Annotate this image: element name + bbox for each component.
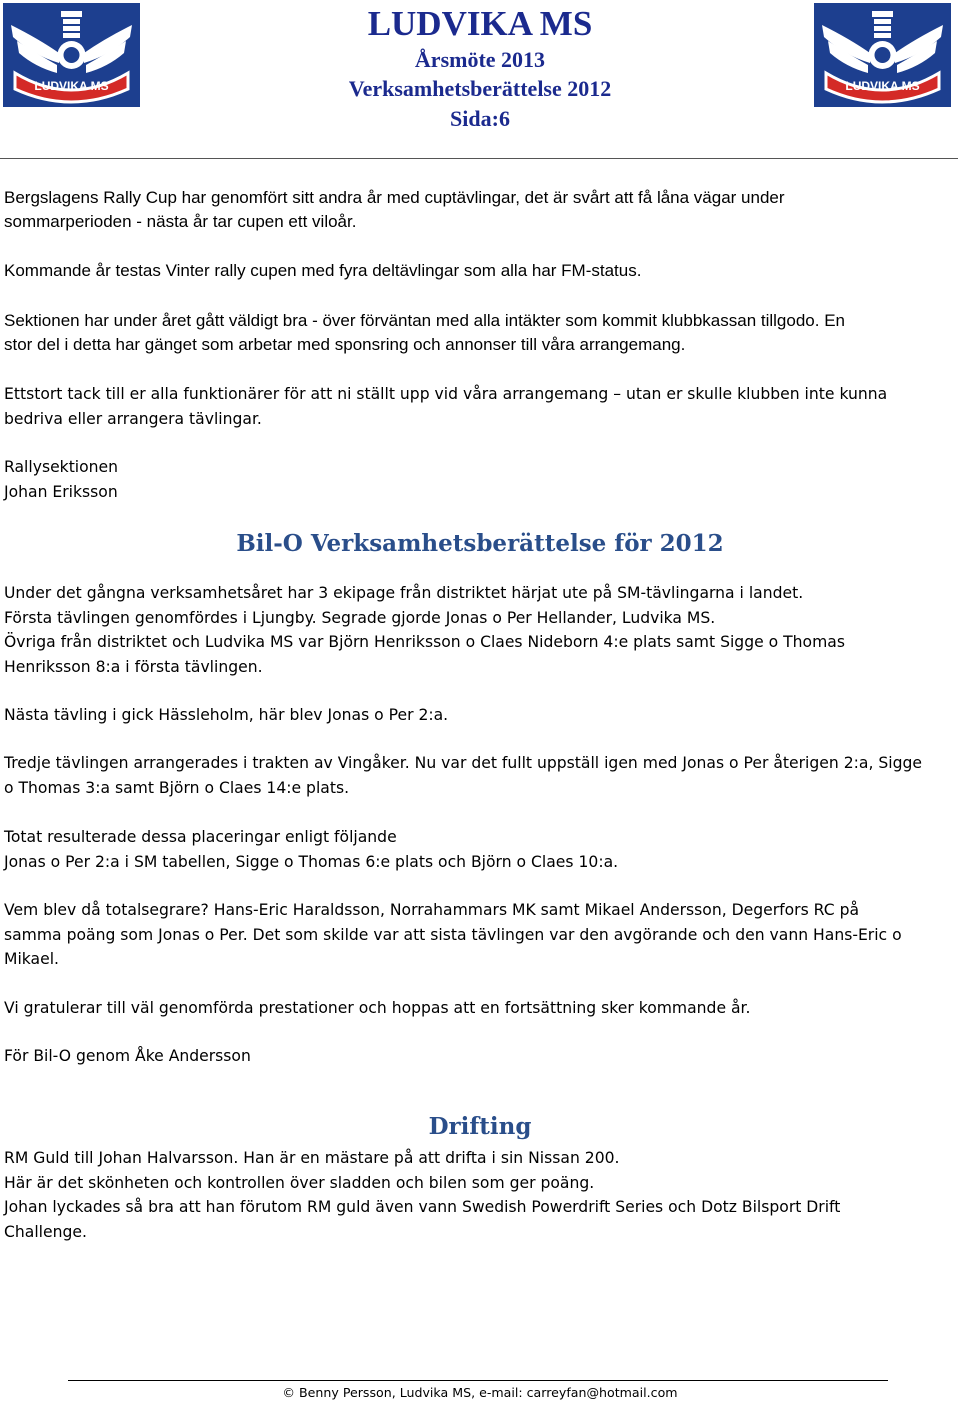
text-line: bedriva eller arrangera tävlingar. bbox=[4, 409, 262, 428]
rally-paragraph-4 bbox=[4, 382, 949, 431]
footer-copyright: © Benny Persson, Ludvika MS, e-mail: carreyfan@hotmail.com bbox=[282, 1385, 678, 1400]
drifting-paragraph-1 bbox=[4, 1146, 949, 1244]
bilo-paragraph-1 bbox=[4, 581, 949, 679]
text-line: Här är det skönheten och kontrollen över sladden och bilen som ger poäng. bbox=[4, 1173, 595, 1192]
text-line: RM Guld till Johan Halvarsson. Han är en mästare på att drifta i sin Nissan 200. bbox=[4, 1149, 620, 1167]
text-line: Sektionen har under året gått väldigt bra - över förväntan med alla intäkter som kommit klubbkassan tillgodo. En bbox=[4, 311, 845, 330]
text-line: Övriga från distriktet och Ludvika MS var Björn Henriksson o Claes Nideborn 4:e plats samt Sigge o Thomas bbox=[4, 633, 845, 651]
text-line: Nästa tävling i gick Hässleholm, här blev Jonas o Per 2:a. bbox=[4, 706, 449, 724]
bilo-paragraph-3 bbox=[4, 751, 949, 800]
text-line: Ettstort tack till er alla funktionärer för att ni ställt upp vid våra arrangemang – utan er skulle klubben inte kunna bbox=[4, 385, 888, 403]
drifting-heading: Drifting bbox=[428, 1113, 532, 1140]
text-line: Henriksson 8:a i första tävlingen. bbox=[4, 657, 263, 676]
text-line: Vem blev då totalsegrare? Hans-Eric Haraldsson, Norrahammars MK samt Mikael Andersson, Degerfors RC på bbox=[4, 901, 860, 919]
bilo-paragraph-5 bbox=[4, 898, 949, 972]
text-line: För Bil-O genom Åke Andersson bbox=[4, 1047, 251, 1065]
bilo-signature bbox=[4, 1044, 949, 1069]
bilo-paragraph-4 bbox=[4, 825, 949, 874]
page-number: Sida:6 bbox=[450, 106, 510, 131]
text-line: stor del i detta har gänget som arbetar med sponsring och annonser till våra arrangemang. bbox=[4, 335, 686, 354]
rally-paragraph-3 bbox=[4, 309, 949, 357]
text-line: Johan lyckades så bra att han förutom RM guld även vann Swedish Powerdrift Series och Dotz Bilsport Drift bbox=[4, 1198, 841, 1216]
text-line: Mikael. bbox=[4, 950, 59, 968]
text-line: Jonas o Per 2:a i SM tabellen, Sigge o Thomas 6:e plats och Björn o Claes 10:a. bbox=[4, 852, 619, 871]
text-line: Bergslagens Rally Cup har genomfört sitt andra år med cuptävlingar, det är svårt att få låna vägar under bbox=[4, 188, 785, 207]
report-title: Verksamhetsberättelse 2012 bbox=[348, 76, 612, 101]
bilo-paragraph-2 bbox=[4, 703, 949, 728]
text-line: Challenge. bbox=[4, 1222, 87, 1241]
bilo-heading: Bil-O Verksamhetsberättelse för 2012 bbox=[236, 530, 724, 557]
text-line: Johan Eriksson bbox=[4, 482, 118, 501]
text-line: Under det gångna verksamhetsåret har 3 ekipage från distriktet härjat ute på SM-tävlingarna i landet. bbox=[4, 584, 804, 602]
text-line: Rallysektionen bbox=[4, 458, 119, 476]
text-line: Vi gratulerar till väl genomförda prestationer och hoppas att en fortsättning sker kommande år. bbox=[4, 999, 751, 1017]
footer-divider bbox=[68, 1380, 888, 1381]
text-line: o Thomas 3:a samt Björn o Claes 14:e plats. bbox=[4, 778, 350, 797]
logo-text: LUDVIKA MS bbox=[845, 79, 920, 93]
text-line: Kommande år testas Vinter rally cupen med fyra deltävlingar som alla har FM-status. bbox=[4, 261, 642, 280]
club-title: LUDVIKA MS bbox=[367, 4, 593, 43]
text-line: Totat resulterade dessa placeringar enligt följande bbox=[4, 828, 397, 846]
header-divider bbox=[0, 158, 958, 159]
bilo-paragraph-6 bbox=[4, 996, 949, 1021]
logo-text: LUDVIKA MS bbox=[34, 79, 109, 93]
text-line: Tredje tävlingen arrangerades i trakten av Vingåker. Nu var det fullt uppställ igen med Jonas o Per återigen 2:a, Sigge bbox=[4, 754, 922, 772]
rally-paragraph-2 bbox=[4, 259, 949, 283]
rally-paragraph-1 bbox=[4, 186, 949, 234]
text-line: sommarperioden - nästa år tar cupen ett viloår. bbox=[4, 212, 357, 231]
rally-signature bbox=[4, 455, 949, 504]
meeting-title: Årsmöte 2013 bbox=[414, 47, 546, 72]
text-line: Första tävlingen genomfördes i Ljungby. Segrade gjorde Jonas o Per Hellander, Ludvika MS. bbox=[4, 608, 716, 627]
text-line: samma poäng som Jonas o Per. Det som skilde var att sista tävlingen var den avgörande och den vann Hans-Eric o bbox=[4, 925, 902, 944]
